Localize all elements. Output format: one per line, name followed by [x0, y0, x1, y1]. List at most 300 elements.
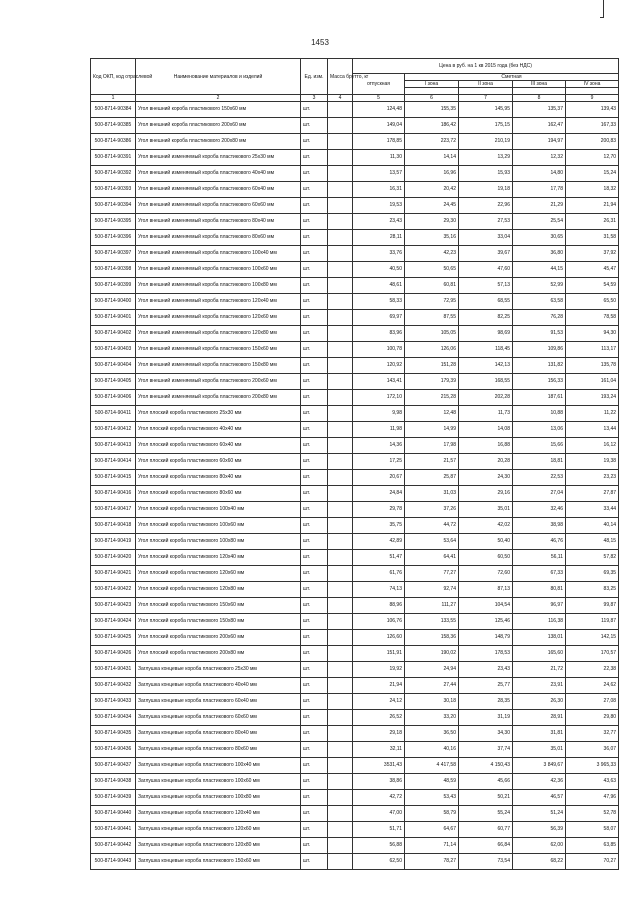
table-row: [91, 678, 619, 694]
row-unit: шт.: [301, 358, 328, 374]
row-price-zone4: 45,47: [566, 262, 619, 278]
row-price-zone4: 43,63: [566, 774, 619, 790]
row-price-zone4: 22,38: [566, 662, 619, 678]
row-price-wholesale: 11,30: [353, 150, 405, 166]
row-unit: шт.: [301, 454, 328, 470]
row-price-zone2: 16,88: [459, 438, 513, 454]
row-name: Угол внешний изменяемый короба пластикового 80х60 мм: [136, 230, 301, 246]
row-name: Угол внешний изменяемый короба пластикового 100х80 мм: [136, 278, 301, 294]
row-unit: шт.: [301, 854, 328, 870]
row-price-zone4: 200,83: [566, 134, 619, 150]
row-price-wholesale: 13,57: [353, 166, 405, 182]
row-price-wholesale: 62,50: [353, 854, 405, 870]
row-code: 500-8714-90404: [91, 358, 136, 374]
table-row: [91, 422, 619, 438]
row-price-zone3: 96,97: [513, 598, 566, 614]
row-unit: шт.: [301, 118, 328, 134]
row-price-zone2: 87,13: [459, 582, 513, 598]
row-name: Угол внешний изменяемый короба пластикового 25х30 мм: [136, 150, 301, 166]
row-price-zone4: 12,70: [566, 150, 619, 166]
row-price-zone2: 168,55: [459, 374, 513, 390]
row-price-zone4: 139,43: [566, 102, 619, 118]
row-code: 500-8714-90394: [91, 198, 136, 214]
row-price-wholesale: 20,67: [353, 470, 405, 486]
row-name: Угол плоский короба пластикового 100х60 мм: [136, 518, 301, 534]
row-price-zone2: 34,30: [459, 726, 513, 742]
row-price-zone3: 116,38: [513, 614, 566, 630]
row-price-zone2: 68,55: [459, 294, 513, 310]
table-row: [91, 310, 619, 326]
table-row: [91, 246, 619, 262]
row-price-wholesale: 58,33: [353, 294, 405, 310]
row-mass: [328, 422, 353, 438]
row-price-zone2: 31,19: [459, 710, 513, 726]
row-price-zone2: 142,13: [459, 358, 513, 374]
row-mass: [328, 294, 353, 310]
row-code: 500-8714-90419: [91, 534, 136, 550]
row-mass: [328, 710, 353, 726]
row-price-zone1: 24,94: [405, 662, 459, 678]
row-price-zone1: 155,35: [405, 102, 459, 118]
row-price-zone2: 60,50: [459, 550, 513, 566]
row-mass: [328, 502, 353, 518]
row-price-zone1: 44,72: [405, 518, 459, 534]
row-price-zone4: 52,78: [566, 806, 619, 822]
row-price-zone4: 40,14: [566, 518, 619, 534]
row-name: Угол плоский короба пластикового 150х80 мм: [136, 614, 301, 630]
row-code: 500-8714-90392: [91, 166, 136, 182]
table-row: [91, 326, 619, 342]
header-zone4: IV зона: [566, 81, 619, 88]
row-name: Угол внешний короба пластикового 150х60 мм: [136, 102, 301, 118]
row-code: 500-8714-90434: [91, 710, 136, 726]
row-price-wholesale: 9,98: [353, 406, 405, 422]
row-price-zone3: 67,33: [513, 566, 566, 582]
row-price-zone2: 28,35: [459, 694, 513, 710]
row-mass: [328, 262, 353, 278]
table-row: [91, 198, 619, 214]
margin-mark: [603, 0, 604, 18]
row-mass: [328, 726, 353, 742]
row-name: Угол плоский короба пластикового 60х40 мм: [136, 438, 301, 454]
row-price-wholesale: 14,36: [353, 438, 405, 454]
table-row: [91, 134, 619, 150]
row-price-zone4: 37,92: [566, 246, 619, 262]
row-price-wholesale: 11,98: [353, 422, 405, 438]
row-name: Угол внешний изменяемый короба пластикового 100х60 мм: [136, 262, 301, 278]
row-price-zone1: 190,02: [405, 646, 459, 662]
row-price-wholesale: 106,76: [353, 614, 405, 630]
row-price-zone2: 202,28: [459, 390, 513, 406]
table-row: [91, 822, 619, 838]
row-code: 500-8714-90421: [91, 566, 136, 582]
row-name: Угол плоский короба пластикового 80х60 мм: [136, 486, 301, 502]
row-mass: [328, 166, 353, 182]
row-mass: [328, 326, 353, 342]
row-unit: шт.: [301, 182, 328, 198]
row-unit: шт.: [301, 390, 328, 406]
row-price-wholesale: 19,53: [353, 198, 405, 214]
row-mass: [328, 438, 353, 454]
row-mass: [328, 614, 353, 630]
row-price-zone2: 57,13: [459, 278, 513, 294]
row-price-zone3: 13,06: [513, 422, 566, 438]
row-mass: [328, 102, 353, 118]
table-row: [91, 710, 619, 726]
row-code: 500-8714-90411: [91, 406, 136, 422]
row-price-zone3: 80,81: [513, 582, 566, 598]
row-price-zone2: 148,79: [459, 630, 513, 646]
row-price-zone2: 45,66: [459, 774, 513, 790]
row-mass: [328, 662, 353, 678]
row-mass: [328, 486, 353, 502]
row-mass: [328, 774, 353, 790]
row-price-zone2: 66,84: [459, 838, 513, 854]
row-code: 500-8714-90391: [91, 150, 136, 166]
row-price-wholesale: 47,00: [353, 806, 405, 822]
row-price-zone3: 52,99: [513, 278, 566, 294]
row-price-zone4: 47,96: [566, 790, 619, 806]
row-price-zone3: 30,65: [513, 230, 566, 246]
row-name: Угол плоский короба пластикового 25х30 мм: [136, 406, 301, 422]
row-code: 500-8714-90443: [91, 854, 136, 870]
row-price-wholesale: 35,75: [353, 518, 405, 534]
row-unit: шт.: [301, 774, 328, 790]
row-code: 500-8714-90400: [91, 294, 136, 310]
header-zone3: III зона: [513, 81, 566, 88]
row-price-zone1: 30,18: [405, 694, 459, 710]
row-price-zone1: 158,36: [405, 630, 459, 646]
row-code: 500-8714-90398: [91, 262, 136, 278]
header-estimate: Сметная: [405, 74, 619, 81]
row-price-wholesale: 23,43: [353, 214, 405, 230]
row-price-zone3: 51,24: [513, 806, 566, 822]
row-unit: шт.: [301, 486, 328, 502]
row-mass: [328, 470, 353, 486]
row-price-zone1: 21,57: [405, 454, 459, 470]
row-unit: шт.: [301, 422, 328, 438]
row-name: Угол плоский короба пластикового 120х80 мм: [136, 582, 301, 598]
row-unit: шт.: [301, 102, 328, 118]
row-name: Заглушка концевые короба пластикового 120х60 мм: [136, 822, 301, 838]
row-mass: [328, 374, 353, 390]
row-mass: [328, 310, 353, 326]
row-price-zone3: 10,88: [513, 406, 566, 422]
row-price-zone3: 25,54: [513, 214, 566, 230]
row-code: 500-8714-90424: [91, 614, 136, 630]
row-code: 500-8714-90417: [91, 502, 136, 518]
column-number: 2: [136, 95, 301, 102]
row-mass: [328, 342, 353, 358]
table-row: [91, 502, 619, 518]
header-zone1: I зона: [405, 81, 459, 88]
row-mass: [328, 454, 353, 470]
row-code: 500-8714-90422: [91, 582, 136, 598]
row-price-zone3: 12,32: [513, 150, 566, 166]
row-price-zone4: 142,15: [566, 630, 619, 646]
row-name: Угол внешний изменяемый короба пластикового 60х60 мм: [136, 198, 301, 214]
row-unit: шт.: [301, 646, 328, 662]
row-price-zone1: 12,48: [405, 406, 459, 422]
row-unit: шт.: [301, 758, 328, 774]
row-price-zone3: 76,28: [513, 310, 566, 326]
table-row: [91, 278, 619, 294]
row-price-zone1: 60,81: [405, 278, 459, 294]
row-price-zone1: 25,87: [405, 470, 459, 486]
row-price-zone2: 55,24: [459, 806, 513, 822]
row-price-zone3: 56,39: [513, 822, 566, 838]
column-number: 7: [459, 95, 513, 102]
row-unit: шт.: [301, 550, 328, 566]
row-price-wholesale: 56,88: [353, 838, 405, 854]
row-code: 500-8714-90393: [91, 182, 136, 198]
row-price-zone4: 18,32: [566, 182, 619, 198]
row-unit: шт.: [301, 198, 328, 214]
row-price-zone4: 23,23: [566, 470, 619, 486]
row-price-zone4: 3 965,33: [566, 758, 619, 774]
row-code: 500-8714-90442: [91, 838, 136, 854]
row-name: Заглушка концевые короба пластикового 80х60 мм: [136, 742, 301, 758]
row-unit: шт.: [301, 806, 328, 822]
table-row: [91, 486, 619, 502]
row-name: Угол внешний короба пластикового 200х80 мм: [136, 134, 301, 150]
row-unit: шт.: [301, 150, 328, 166]
row-price-wholesale: 16,31: [353, 182, 405, 198]
row-mass: [328, 646, 353, 662]
row-price-zone4: 113,17: [566, 342, 619, 358]
row-name: Угол внешний изменяемый короба пластикового 150х60 мм: [136, 342, 301, 358]
table-row: [91, 854, 619, 870]
row-price-zone2: 14,08: [459, 422, 513, 438]
row-code: 500-8714-90415: [91, 470, 136, 486]
row-price-zone3: 68,22: [513, 854, 566, 870]
row-price-zone3: 138,01: [513, 630, 566, 646]
row-price-zone2: 47,60: [459, 262, 513, 278]
row-code: 500-8714-90395: [91, 214, 136, 230]
row-code: 500-8714-90397: [91, 246, 136, 262]
row-price-zone3: 17,78: [513, 182, 566, 198]
row-name: Угол внешний изменяемый короба пластикового 200х60 мм: [136, 374, 301, 390]
row-price-zone4: 170,57: [566, 646, 619, 662]
row-price-zone1: 77,27: [405, 566, 459, 582]
row-price-zone1: 50,65: [405, 262, 459, 278]
row-price-zone3: 26,30: [513, 694, 566, 710]
row-name: Заглушка концевые короба пластикового 100х80 мм: [136, 790, 301, 806]
row-price-zone1: 17,98: [405, 438, 459, 454]
row-name: Угол плоский короба пластикового 150х60 мм: [136, 598, 301, 614]
table-row: [91, 630, 619, 646]
row-price-zone4: 33,44: [566, 502, 619, 518]
table-row: [91, 150, 619, 166]
row-price-zone1: 186,42: [405, 118, 459, 134]
row-price-zone1: 27,44: [405, 678, 459, 694]
row-price-wholesale: 21,94: [353, 678, 405, 694]
row-code: 500-8714-90384: [91, 102, 136, 118]
row-name: Угол плоский короба пластикового 40х40 мм: [136, 422, 301, 438]
row-price-zone1: 64,41: [405, 550, 459, 566]
row-price-zone1: 223,72: [405, 134, 459, 150]
row-mass: [328, 598, 353, 614]
row-name: Угол внешний изменяемый короба пластикового 60х40 мм: [136, 182, 301, 198]
row-price-wholesale: 24,84: [353, 486, 405, 502]
table-row: [91, 342, 619, 358]
row-code: 500-8714-90433: [91, 694, 136, 710]
row-price-zone1: 31,03: [405, 486, 459, 502]
row-name: Угол плоский короба пластикового 60х60 мм: [136, 454, 301, 470]
row-price-zone2: 22,96: [459, 198, 513, 214]
row-price-zone2: 42,02: [459, 518, 513, 534]
row-price-zone3: 162,47: [513, 118, 566, 134]
row-mass: [328, 630, 353, 646]
row-price-wholesale: 88,96: [353, 598, 405, 614]
row-price-wholesale: 51,47: [353, 550, 405, 566]
row-price-zone3: 21,29: [513, 198, 566, 214]
row-price-wholesale: 33,76: [353, 246, 405, 262]
row-unit: шт.: [301, 694, 328, 710]
row-code: 500-8714-90438: [91, 774, 136, 790]
row-price-zone2: 11,73: [459, 406, 513, 422]
row-price-wholesale: 29,18: [353, 726, 405, 742]
row-unit: шт.: [301, 214, 328, 230]
row-code: 500-8714-90385: [91, 118, 136, 134]
row-name: Заглушка концевые короба пластикового 120х80 мм: [136, 838, 301, 854]
row-price-zone3: 23,91: [513, 678, 566, 694]
row-mass: [328, 358, 353, 374]
row-price-zone4: 135,78: [566, 358, 619, 374]
row-price-wholesale: 40,50: [353, 262, 405, 278]
column-number: 8: [513, 95, 566, 102]
row-price-zone4: 70,27: [566, 854, 619, 870]
row-price-zone2: 13,29: [459, 150, 513, 166]
row-price-zone1: 14,99: [405, 422, 459, 438]
row-name: Заглушка концевые короба пластикового 80х40 мм: [136, 726, 301, 742]
page-number: 1453: [311, 38, 329, 47]
row-price-zone4: 99,87: [566, 598, 619, 614]
row-price-zone4: 57,82: [566, 550, 619, 566]
table-row: [91, 582, 619, 598]
row-price-wholesale: 74,13: [353, 582, 405, 598]
row-price-zone4: 19,38: [566, 454, 619, 470]
row-name: Угол плоский короба пластикового 80х40 мм: [136, 470, 301, 486]
row-mass: [328, 758, 353, 774]
row-price-zone4: 78,58: [566, 310, 619, 326]
row-name: Заглушка концевые короба пластикового 40х40 мм: [136, 678, 301, 694]
table-row: [91, 774, 619, 790]
row-price-zone2: 24,30: [459, 470, 513, 486]
row-price-zone1: 58,79: [405, 806, 459, 822]
row-price-zone1: 133,55: [405, 614, 459, 630]
row-price-wholesale: 3531,43: [353, 758, 405, 774]
row-price-zone1: 179,39: [405, 374, 459, 390]
row-price-zone1: 48,59: [405, 774, 459, 790]
row-unit: шт.: [301, 374, 328, 390]
row-unit: шт.: [301, 662, 328, 678]
row-price-zone3: 36,80: [513, 246, 566, 262]
row-name: Заглушка концевые короба пластикового 60х60 мм: [136, 710, 301, 726]
row-code: 500-8714-90401: [91, 310, 136, 326]
row-code: 500-8714-90399: [91, 278, 136, 294]
row-price-zone3: 187,61: [513, 390, 566, 406]
row-mass: [328, 278, 353, 294]
row-price-zone2: 72,60: [459, 566, 513, 582]
row-price-zone3: 15,66: [513, 438, 566, 454]
row-price-zone3: 62,00: [513, 838, 566, 854]
row-price-zone2: 82,25: [459, 310, 513, 326]
table-row: [91, 566, 619, 582]
row-code: 500-8714-90441: [91, 822, 136, 838]
row-code: 500-8714-90418: [91, 518, 136, 534]
row-mass: [328, 550, 353, 566]
row-price-wholesale: 69,97: [353, 310, 405, 326]
row-mass: [328, 694, 353, 710]
row-name: Заглушка концевые короба пластикового 150х60 мм: [136, 854, 301, 870]
row-unit: шт.: [301, 246, 328, 262]
row-price-zone4: 161,04: [566, 374, 619, 390]
table-row: [91, 534, 619, 550]
row-price-zone4: 13,44: [566, 422, 619, 438]
row-mass: [328, 182, 353, 198]
table-row: [91, 726, 619, 742]
row-price-zone3: 109,86: [513, 342, 566, 358]
row-name: Угол плоский короба пластикового 120х60 мм: [136, 566, 301, 582]
row-price-zone4: 48,15: [566, 534, 619, 550]
row-price-zone2: 35,01: [459, 502, 513, 518]
row-mass: [328, 406, 353, 422]
row-mass: [328, 118, 353, 134]
row-price-zone1: 16,96: [405, 166, 459, 182]
table-row: [91, 166, 619, 182]
row-price-wholesale: 38,86: [353, 774, 405, 790]
row-price-zone4: 29,80: [566, 710, 619, 726]
row-name: Заглушка концевые короба пластикового 100х40 мм: [136, 758, 301, 774]
row-price-zone3: 44,15: [513, 262, 566, 278]
row-code: 500-8714-90403: [91, 342, 136, 358]
row-unit: шт.: [301, 470, 328, 486]
row-price-zone1: 36,50: [405, 726, 459, 742]
row-price-wholesale: 17,25: [353, 454, 405, 470]
row-code: 500-8714-90402: [91, 326, 136, 342]
row-price-zone2: 50,21: [459, 790, 513, 806]
row-price-zone2: 178,53: [459, 646, 513, 662]
row-unit: шт.: [301, 406, 328, 422]
row-code: 500-8714-90425: [91, 630, 136, 646]
row-mass: [328, 678, 353, 694]
row-price-zone3: 165,60: [513, 646, 566, 662]
row-price-zone4: 16,12: [566, 438, 619, 454]
table-row: [91, 694, 619, 710]
row-name: Заглушка концевые короба пластикового 25х30 мм: [136, 662, 301, 678]
row-price-wholesale: 19,92: [353, 662, 405, 678]
row-code: 500-8714-90412: [91, 422, 136, 438]
row-mass: [328, 854, 353, 870]
row-mass: [328, 534, 353, 550]
column-number: 9: [566, 95, 619, 102]
row-unit: шт.: [301, 582, 328, 598]
row-price-zone1: 64,67: [405, 822, 459, 838]
row-unit: шт.: [301, 790, 328, 806]
row-price-zone1: 215,28: [405, 390, 459, 406]
header-code: Код ОКП, код отраслевой: [91, 59, 136, 95]
row-name: Угол плоский короба пластикового 100х40 мм: [136, 502, 301, 518]
row-price-zone1: 42,23: [405, 246, 459, 262]
row-price-wholesale: 51,71: [353, 822, 405, 838]
table-row: [91, 406, 619, 422]
row-name: Угол внешний изменяемый короба пластикового 100х40 мм: [136, 246, 301, 262]
row-unit: шт.: [301, 566, 328, 582]
row-price-zone4: 65,50: [566, 294, 619, 310]
row-name: Угол внешний изменяемый короба пластикового 200х80 мм: [136, 390, 301, 406]
row-price-zone2: 29,16: [459, 486, 513, 502]
